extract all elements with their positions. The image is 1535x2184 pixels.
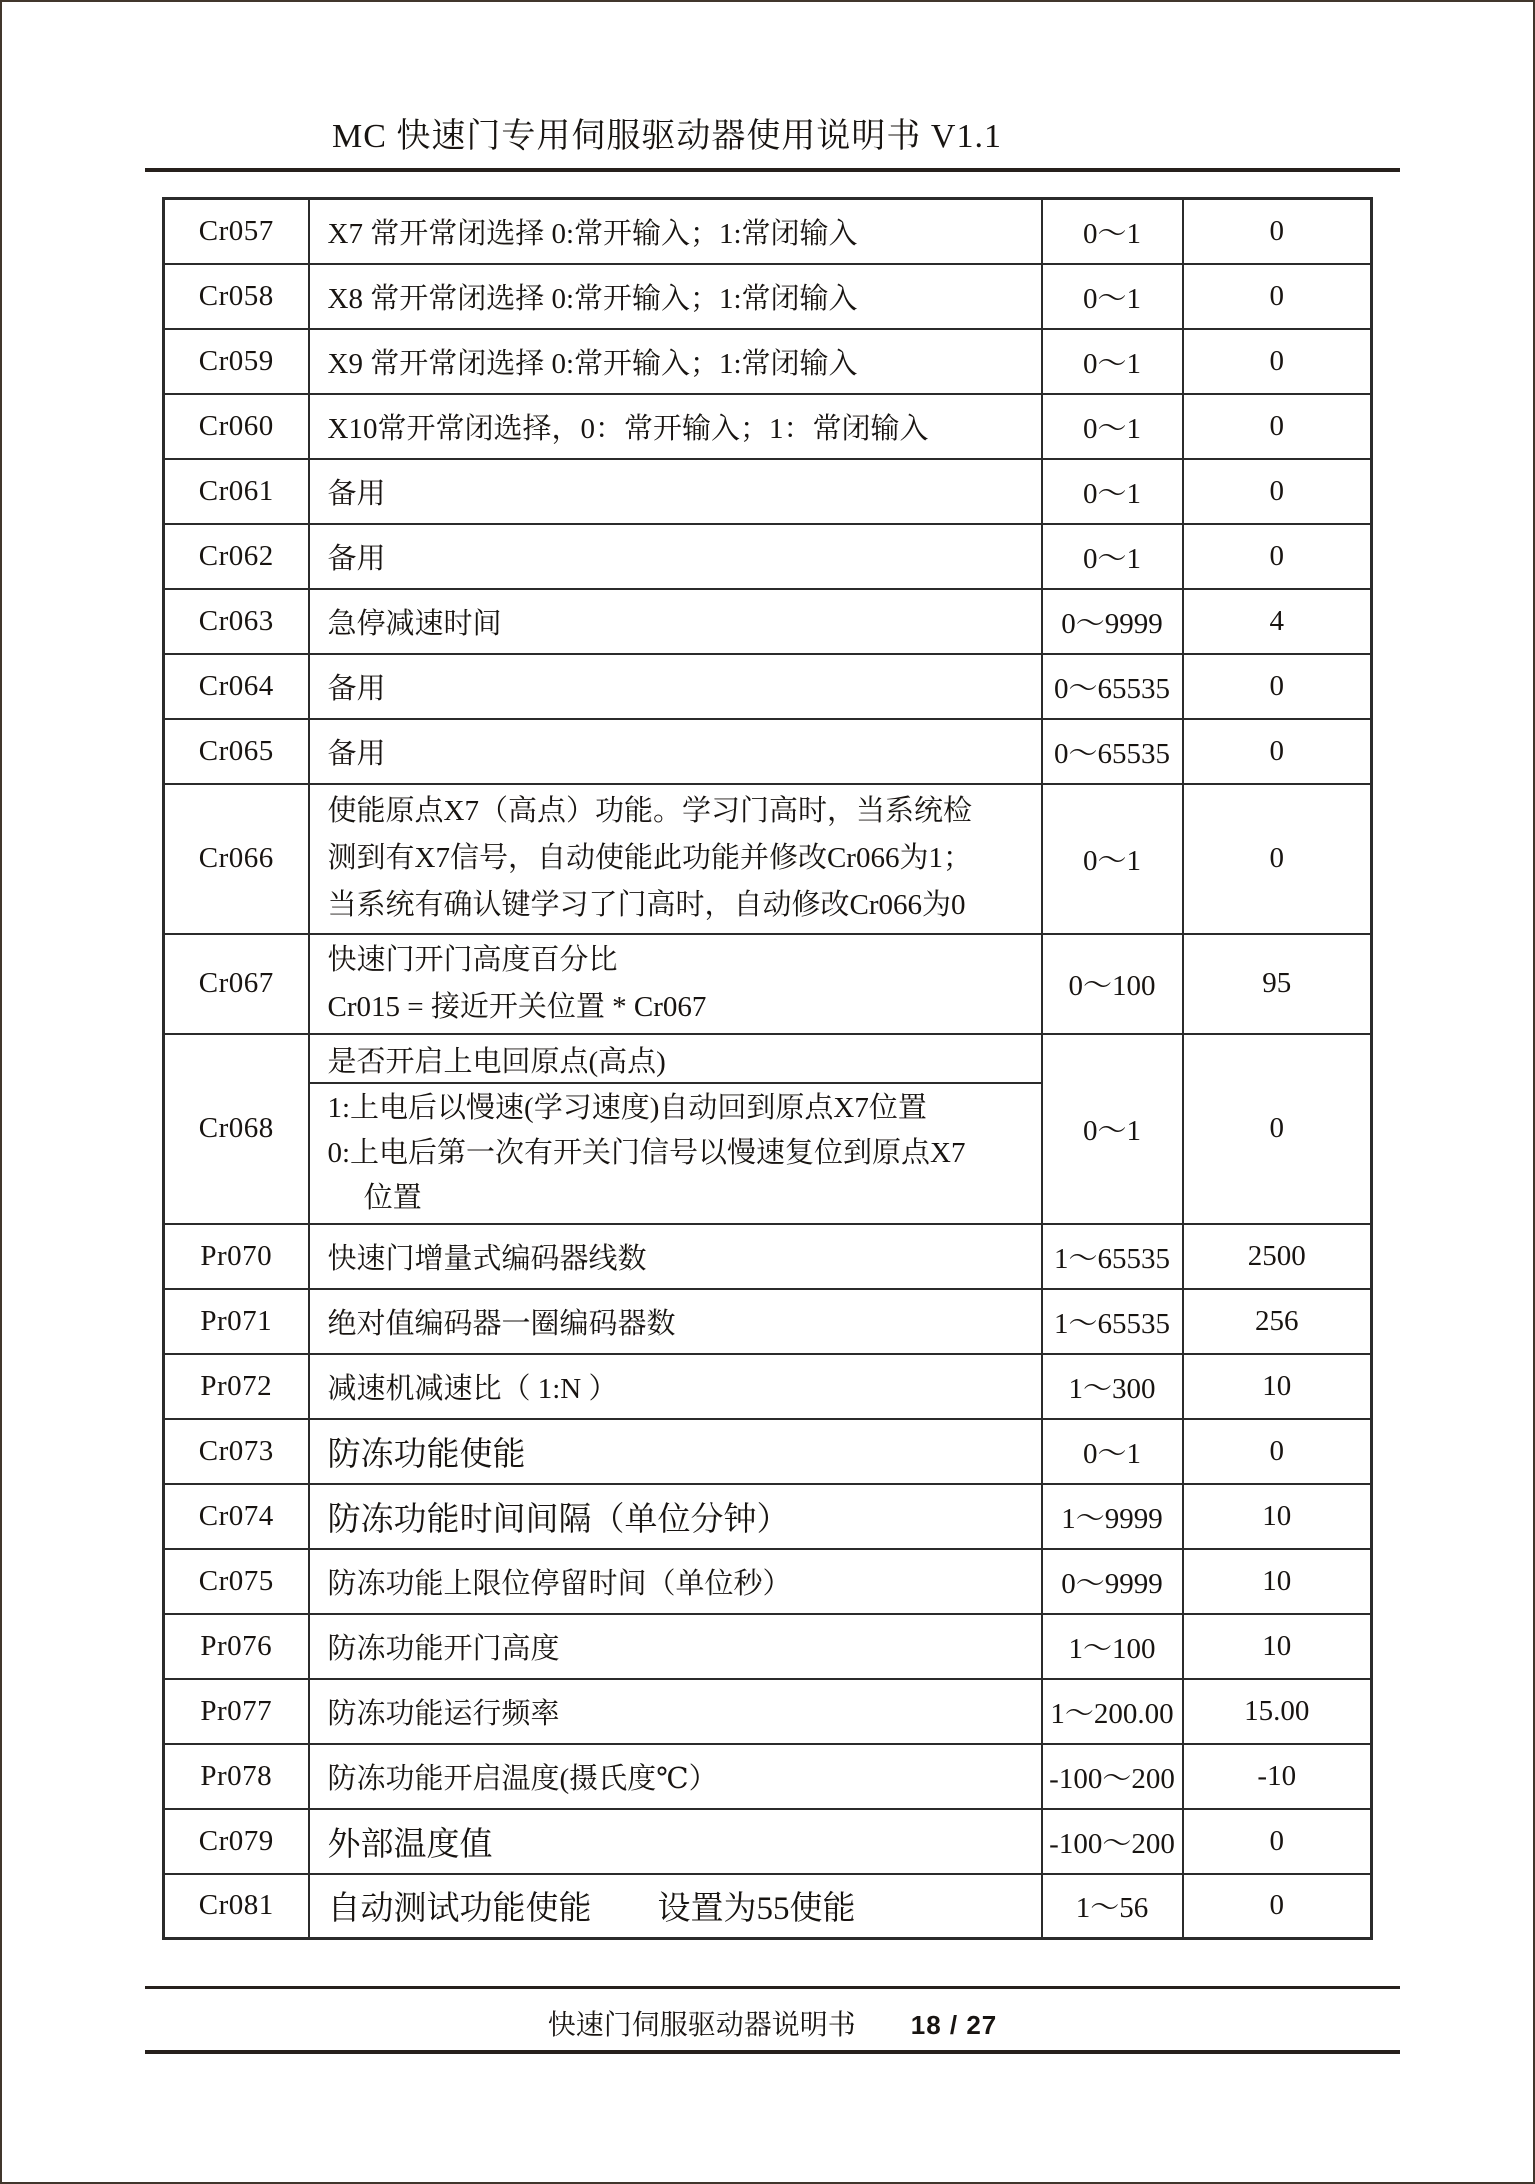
param-desc-cell [309,1289,1042,1354]
param-default-cell: 0 [1183,524,1372,589]
param-range-cell: 0～1 [1042,394,1183,459]
param-range-cell: 1～100 [1042,1614,1183,1679]
param-default-cell: 0 [1183,1874,1372,1939]
param-code-cell: Pr077 [164,1679,309,1744]
param-range-cell: 1～9999 [1042,1484,1183,1549]
param-code-cell: Cr075 [164,1549,309,1614]
page-title: MC 快速门专用伺服驱动器使用说明书 V1.1 [332,118,1002,155]
param-desc-cell [309,264,1042,329]
param-range-cell: -100～200 [1042,1744,1183,1809]
desc-text: 绝对值编码器一圈编码器数 [327,1307,676,1340]
param-desc-cell [309,1874,1042,1939]
param-code-cell: Pr072 [164,1354,309,1419]
footer-rule-top [145,1986,1400,1989]
table-row [164,589,1372,654]
table-row [164,1809,1372,1874]
footer-rule-bottom [145,2050,1400,2054]
desc-text: X7 常开常闭选择 0:常开输入；1:常闭输入 [327,217,858,250]
param-default-cell: 2500 [1183,1224,1372,1289]
param-code-cell: Cr074 [164,1484,309,1549]
param-default-cell: -10 [1183,1744,1372,1809]
param-default-cell: 0 [1183,1034,1372,1224]
param-desc-cell [309,1419,1042,1484]
table-row [164,784,1372,934]
param-range-cell: 1～65535 [1042,1289,1183,1354]
param-default-cell: 10 [1183,1484,1372,1549]
table-row [164,1034,1372,1224]
param-default-cell: 95 [1183,934,1372,1034]
desc-text: 防冻功能使能 [327,1436,526,1473]
param-code-cell: Cr081 [164,1874,309,1939]
desc-text: 备用 [327,672,386,705]
param-range-cell: -100～200 [1042,1809,1183,1874]
param-desc-cell [309,719,1042,784]
desc-text: 急停减速时间 [327,607,502,640]
param-default-cell: 0 [1183,394,1372,459]
param-code-cell: Pr071 [164,1289,309,1354]
table-row [164,1874,1372,1939]
param-range-cell: 0～65535 [1042,654,1183,719]
desc-text: 备用 [327,477,386,510]
param-default-cell: 10 [1183,1614,1372,1679]
param-range-cell: 0～1 [1042,329,1183,394]
table-row [164,719,1372,784]
table-row [164,459,1372,524]
param-desc-detail [310,1084,1041,1221]
param-default-cell: 0 [1183,1419,1372,1484]
param-default-cell: 10 [1183,1549,1372,1614]
desc-text: 减速机减速比（ 1:N ） [327,1372,618,1405]
param-desc-cell [309,934,1042,1034]
page-footer [145,2003,1400,2048]
desc-line: 0:上电后第一次有开关门信号以慢速复位到原点X7 [327,1137,966,1169]
param-range-cell: 0～1 [1042,1034,1183,1224]
param-range-cell: 0～1 [1042,264,1183,329]
param-code-cell: Cr067 [164,934,309,1034]
param-code-cell: Cr064 [164,654,309,719]
param-range-cell: 0～100 [1042,934,1183,1034]
table-row [164,329,1372,394]
param-desc-cell [309,1354,1042,1419]
param-range-cell: 1～65535 [1042,1224,1183,1289]
param-code-cell: Cr062 [164,524,309,589]
table-row [164,1289,1372,1354]
param-code-cell: Cr061 [164,459,309,524]
desc-text: X10常开常闭选择，0：常开输入；1：常闭输入 [327,412,929,445]
table-row [164,524,1372,589]
desc-line: 使能原点X7（高点）功能。学习门高时，当系统检 [327,795,972,827]
desc-text: 自动测试功能使能 设置为55使能 [327,1891,856,1928]
desc-line: 测到有X7信号，自动使能此功能并修改Cr066为1； [327,842,972,874]
param-desc-cell [309,199,1042,264]
param-code-cell: Pr076 [164,1614,309,1679]
param-default-cell: 0 [1183,199,1372,264]
desc-line: 当系统有确认键学习了门高时，自动修改Cr066为0 [327,889,966,921]
desc-text: X8 常开常闭选择 0:常开输入；1:常闭输入 [327,282,858,315]
footer-page-number: 18 / 27 [910,2010,998,2040]
param-desc-cell [309,1679,1042,1744]
footer-doc-label: 快速门伺服驱动器说明书 [547,2010,856,2041]
param-default-cell: 0 [1183,1809,1372,1874]
desc-text: 防冻功能开启温度(摄氏度℃） [327,1762,718,1795]
desc-line: 位置 [327,1182,422,1214]
parameter-table-body [164,199,1372,1939]
param-range-cell: 0～1 [1042,199,1183,264]
table-row [164,1354,1372,1419]
param-default-cell: 4 [1183,589,1372,654]
table-row [164,199,1372,264]
desc-text: 防冻功能上限位停留时间（单位秒） [327,1567,792,1600]
param-desc-cell [309,1034,1042,1224]
desc-text: 备用 [327,542,386,575]
param-range-cell: 0～1 [1042,1419,1183,1484]
param-desc-cell [309,1744,1042,1809]
table-row [164,1679,1372,1744]
param-desc-cell [309,589,1042,654]
param-range-cell: 0～1 [1042,784,1183,934]
desc-text: 外部温度值 [327,1826,493,1863]
param-default-cell: 0 [1183,654,1372,719]
param-range-cell: 0～9999 [1042,1549,1183,1614]
param-desc-cell [309,1614,1042,1679]
desc-text: 防冻功能运行频率 [327,1697,560,1730]
param-default-cell: 0 [1183,264,1372,329]
param-code-cell: Cr068 [164,1034,309,1224]
param-code-cell: Cr058 [164,264,309,329]
table-row [164,1614,1372,1679]
desc-text: X9 常开常闭选择 0:常开输入；1:常闭输入 [327,347,858,380]
header-rule [145,168,1400,172]
param-default-cell: 10 [1183,1354,1372,1419]
desc-text: 快速门增量式编码器线数 [327,1242,647,1275]
param-desc-cell [309,329,1042,394]
param-range-cell: 0～1 [1042,459,1183,524]
param-desc-cell [309,524,1042,589]
param-range-cell: 1～56 [1042,1874,1183,1939]
param-code-cell: Cr066 [164,784,309,934]
table-row [164,394,1372,459]
param-desc-cell [309,1809,1042,1874]
desc-text: 防冻功能时间间隔（单位分钟） [327,1501,790,1538]
desc-text: 备用 [327,737,386,770]
table-row [164,1744,1372,1809]
param-desc-cell [309,1549,1042,1614]
param-code-cell: Pr070 [164,1224,309,1289]
param-desc-cell [309,394,1042,459]
param-default-cell: 0 [1183,719,1372,784]
param-code-cell: Cr060 [164,394,309,459]
param-desc-cell [309,654,1042,719]
param-code-cell: Cr065 [164,719,309,784]
param-desc-cell [309,784,1042,934]
parameter-table [162,197,1373,1940]
param-code-cell: Cr057 [164,199,309,264]
desc-line: Cr015 = 接近开关位置 * Cr067 [327,990,707,1023]
param-range-cell: 1～300 [1042,1354,1183,1419]
table-row [164,1224,1372,1289]
param-range-cell: 0～65535 [1042,719,1183,784]
table-row [164,1419,1372,1484]
param-desc-cell [309,1484,1042,1549]
param-default-cell: 256 [1183,1289,1372,1354]
table-row [164,1484,1372,1549]
param-default-cell: 0 [1183,329,1372,394]
param-desc-cell [309,459,1042,524]
param-code-cell: Cr063 [164,589,309,654]
param-default-cell: 0 [1183,784,1372,934]
param-desc-subheader: 是否开启上电回原点(高点) [310,1036,1041,1084]
table-row [164,1549,1372,1614]
param-range-cell: 1～200.00 [1042,1679,1183,1744]
param-default-cell: 15.00 [1183,1679,1372,1744]
param-range-cell: 0～9999 [1042,589,1183,654]
desc-line: 快速门开门高度百分比 [327,943,618,976]
param-default-cell: 0 [1183,459,1372,524]
param-range-cell: 0～1 [1042,524,1183,589]
param-code-cell: Pr078 [164,1744,309,1809]
param-code-cell: Cr059 [164,329,309,394]
desc-text: 防冻功能开门高度 [327,1632,560,1665]
param-code-cell: Cr073 [164,1419,309,1484]
table-row [164,264,1372,329]
param-desc-cell [309,1224,1042,1289]
param-code-cell: Cr079 [164,1809,309,1874]
table-row [164,654,1372,719]
table-row [164,934,1372,1034]
desc-line: 1:上电后以慢速(学习速度)自动回到原点X7位置 [327,1092,927,1124]
